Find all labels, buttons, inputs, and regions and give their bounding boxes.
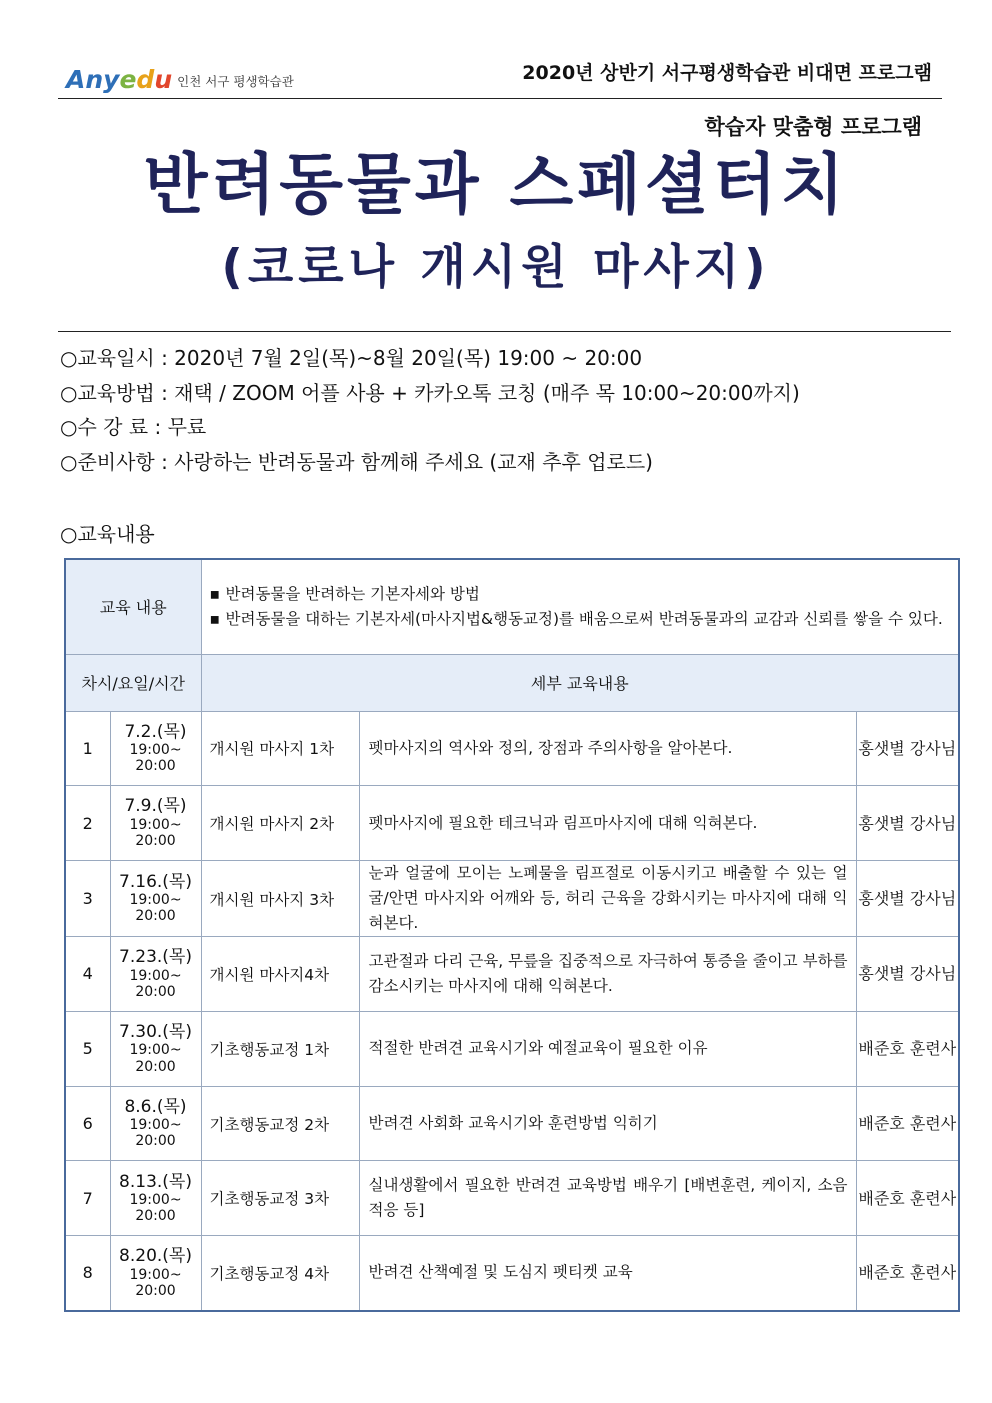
row-datetime: [110, 1236, 201, 1311]
row-teacher: 배준호 훈련사: [856, 1011, 959, 1086]
row-number: 7: [65, 1161, 110, 1236]
program-info: [60, 341, 800, 479]
curriculum-table: [64, 558, 960, 1312]
row-teacher: 홍샛별 강사님: [856, 937, 959, 1012]
row-datetime: [110, 1086, 201, 1161]
row-detail: 펫마사지에 필요한 테크닉과 림프마사지에 대해 익혀본다.: [359, 786, 856, 861]
row-datetime: [110, 937, 201, 1012]
page-subtitle: (코로나 개시원 마사지): [221, 240, 771, 295]
row-date: 7.2.(목): [124, 721, 187, 742]
table-row: [65, 1011, 959, 1086]
row-detail: 적절한 반려견 교육시기와 예절교육이 필요한 이유: [359, 1011, 856, 1086]
row-teacher: 배준호 훈련사: [856, 1161, 959, 1236]
row-time: 19:00~ 20:00: [129, 892, 182, 925]
row-session: 개시원 마사지 3차: [201, 861, 359, 937]
row-datetime: [110, 861, 201, 937]
header-schedule: 차시/요일/시간: [65, 654, 201, 711]
table-row: [65, 861, 959, 937]
row-detail: 고관절과 다리 근육, 무릎을 집중적으로 자극하여 통증을 줄이고 부하를 감소시키는 마사지에 대해 익혀본다.: [359, 937, 856, 1012]
row-date: 7.30.(목): [119, 1021, 192, 1042]
row-date: 7.23.(목): [119, 947, 192, 968]
header-detail: 세부 교육내용: [201, 654, 959, 711]
row-teacher: 배준호 훈련사: [856, 1236, 959, 1311]
row-date: 7.16.(목): [119, 871, 192, 892]
row-teacher: 홍샛별 강사님: [856, 861, 959, 937]
table-header-row: [65, 654, 959, 711]
row-time: 19:00~ 20:00: [129, 1266, 182, 1299]
row-detail: 실내생활에서 필요한 반려견 교육방법 배우기 [배변훈련, 케이지, 소음적응 등]: [359, 1161, 856, 1236]
page-title: 반려동물과 스페셜터치: [143, 146, 849, 223]
row-date: 8.13.(목): [119, 1171, 192, 1192]
row-number: 5: [65, 1011, 110, 1086]
goal-list: [201, 559, 959, 654]
bullet-icon: ▪: [209, 609, 221, 628]
goal-item: ▪ 반려동물을 대하는 기본자세(마사지법&행동교정)를 배움으로써 반려동물과의 교감과 신뢰를 쌓을 수 있다.: [210, 607, 949, 632]
row-datetime: [110, 711, 201, 786]
row-number: 6: [65, 1086, 110, 1161]
table-row: [65, 1161, 959, 1236]
table-row: [65, 937, 959, 1012]
row-datetime: [110, 1011, 201, 1086]
header-title: 2020년 상반기 서구평생학습관 비대면 프로그램: [522, 62, 932, 84]
row-date: 7.9.(목): [124, 796, 187, 817]
row-session: 기초행동교정 1차: [201, 1011, 359, 1086]
info-fee: ○수 강 료 : 무료: [60, 415, 207, 439]
row-time: 19:00~ 20:00: [129, 816, 182, 849]
page-header: [58, 48, 942, 99]
row-teacher: 배준호 훈련사: [856, 1086, 959, 1161]
row-datetime: [110, 786, 201, 861]
row-time: 19:00~ 20:00: [129, 1117, 182, 1150]
row-time: 19:00~ 20:00: [129, 967, 182, 1000]
row-date: 8.20.(목): [119, 1246, 192, 1267]
row-session: 개시원 마사지4차: [201, 937, 359, 1012]
section-title: ○교육내용: [60, 522, 155, 546]
row-number: 4: [65, 937, 110, 1012]
table-row: [65, 711, 959, 786]
info-method: ○교육방법 : 재택 / ZOOM 어플 사용 + 카카오톡 코칭 (매주 목 10:00~20:00까지): [60, 380, 800, 405]
row-number: 2: [65, 786, 110, 861]
row-time: 19:00~ 20:00: [129, 742, 182, 775]
bullet-icon: ▪: [209, 584, 221, 603]
table-row: [65, 1086, 959, 1161]
info-preparation: ○준비사항 : 사랑하는 반려동물과 함께해 주세요 (교재 추후 업로드): [60, 449, 653, 474]
row-number: 1: [65, 711, 110, 786]
goal-row: [65, 559, 959, 654]
anyedu-logo: [66, 52, 294, 92]
row-detail: 반려견 사회화 교육시기와 훈련방법 익히기: [359, 1086, 856, 1161]
table-row: [65, 1236, 959, 1311]
row-detail: 펫마사지의 역사와 정의, 장점과 주의사항을 알아본다.: [359, 711, 856, 786]
row-number: 3: [65, 861, 110, 937]
row-session: 개시원 마사지 2차: [201, 786, 359, 861]
row-datetime: [110, 1161, 201, 1236]
program-type: 학습자 맞춤형 프로그램: [704, 115, 922, 139]
row-session: 기초행동교정 3차: [201, 1161, 359, 1236]
row-teacher: 홍샛별 강사님: [856, 711, 959, 786]
row-date: 8.6.(목): [124, 1096, 187, 1117]
row-number: 8: [65, 1236, 110, 1311]
row-session: 개시원 마사지 1차: [201, 711, 359, 786]
goal-label: 교육 내용: [65, 559, 201, 654]
row-teacher: 홍샛별 강사님: [856, 786, 959, 861]
row-session: 기초행동교정 2차: [201, 1086, 359, 1161]
title-divider: [58, 331, 951, 332]
goal-item: ▪ 반려동물을 반려하는 기본자세와 방법: [210, 582, 949, 607]
row-session: 기초행동교정 4차: [201, 1236, 359, 1311]
row-time: 19:00~ 20:00: [129, 1042, 182, 1075]
row-time: 19:00~ 20:00: [129, 1192, 182, 1225]
logo-mark: Anyedu: [66, 65, 173, 94]
row-detail: 눈과 얼굴에 모이는 노폐물을 림프절로 이동시키고 배출할 수 있는 얼굴/안면 마사지와 어깨와 등, 허리 근육을 강화시키는 마사지에 대해 익혀본다.: [359, 861, 856, 937]
info-schedule: ○교육일시 : 2020년 7월 2일(목)~8월 20일(목) 19:00 ~ 20:00: [60, 346, 643, 370]
row-detail: 반려견 산책예절 및 도심지 펫티켓 교육: [359, 1236, 856, 1311]
table-row: [65, 786, 959, 861]
logo-subtitle: 인천 서구 평생학습관: [177, 74, 294, 89]
